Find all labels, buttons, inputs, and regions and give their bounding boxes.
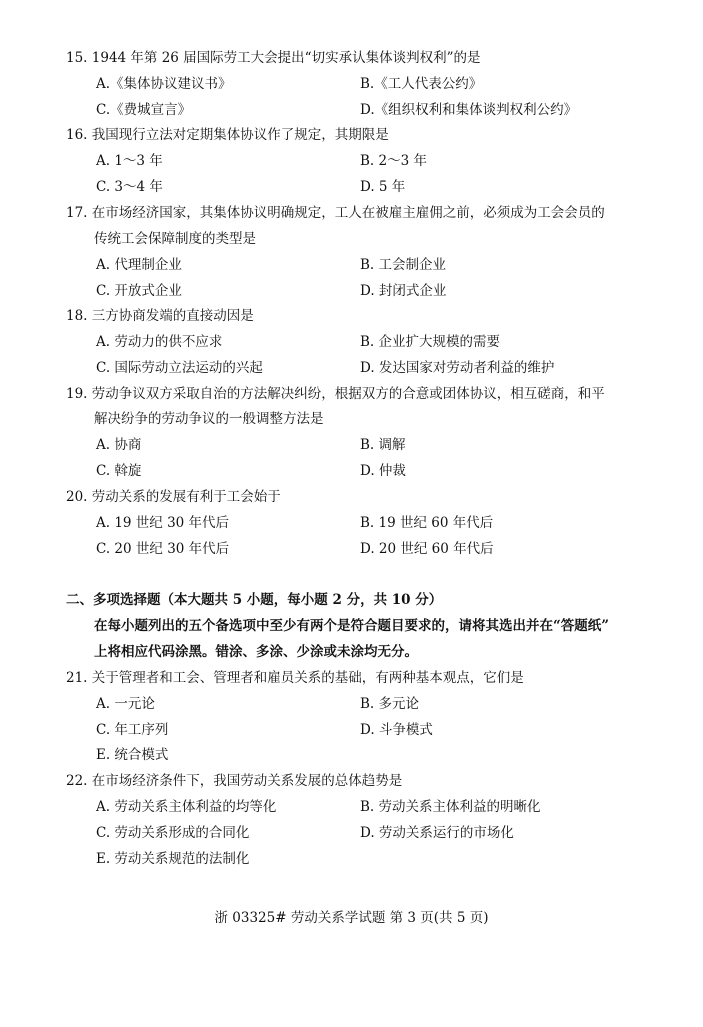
question-22-option-d: D. 劳动关系运行的市场化 xyxy=(360,825,514,841)
question-18-option-d: D. 发达国家对劳动者利益的维护 xyxy=(360,360,555,376)
question-22-option-e: E. 劳动关系规范的法制化 xyxy=(96,851,250,867)
question-16-stem: 16. 我国现行立法对定期集体协议作了规定，其期限是 xyxy=(66,127,389,143)
question-15-option-b: B.《工人代表公约》 xyxy=(360,76,483,92)
question-21-option-e: E. 统合模式 xyxy=(96,747,169,763)
question-21-stem: 21. 关于管理者和工会、管理者和雇员关系的基础，有两种基本观点，它们是 xyxy=(66,670,524,686)
question-21-option-b: B. 多元论 xyxy=(360,696,420,712)
question-15-stem: 15. 1944 年第 26 届国际劳工大会提出“切实承认集体谈判权利”的是 xyxy=(66,50,481,66)
question-17-option-d: D. 封闭式企业 xyxy=(360,283,447,299)
question-19-stem-continued: 解决纷争的劳动争议的一般调整方法是 xyxy=(94,411,324,427)
section-2-instruction-line-2: 上将相应代码涂黑。错涂、多涂、少涂或未涂均无分。 xyxy=(94,644,418,660)
question-20-stem: 20. 劳动关系的发展有利于工会始于 xyxy=(66,489,281,505)
question-18-option-a: A. 劳动力的供不应求 xyxy=(96,334,223,350)
question-18-option-b: B. 企业扩大规模的需要 xyxy=(360,334,501,350)
section-2-heading: 二、多项选择题（本大题共 5 小题，每小题 2 分，共 10 分） xyxy=(66,592,443,608)
question-20-option-c: C. 20 世纪 30 年代后 xyxy=(96,541,230,557)
question-19-option-a: A. 协商 xyxy=(96,437,142,453)
question-18-stem: 18. 三方协商发端的直接动因是 xyxy=(66,308,254,324)
question-22-stem: 22. 在市场经济条件下，我国劳动关系发展的总体趋势是 xyxy=(66,773,403,789)
question-22-option-c: C. 劳动关系形成的合同化 xyxy=(96,825,250,841)
question-16-option-b: B. 2～3 年 xyxy=(360,153,427,169)
question-17-option-c: C. 开放式企业 xyxy=(96,283,182,299)
question-15-option-d: D.《组织权利和集体谈判权利公约》 xyxy=(360,102,578,118)
section-2-instruction-line-1: 在每小题列出的五个备选项中至少有两个是符合题目要求的，请将其选出并在“答题纸” xyxy=(94,618,610,634)
question-16-option-d: D. 5 年 xyxy=(360,179,406,195)
question-19-option-c: C. 斡旋 xyxy=(96,463,142,479)
question-17-option-b: B. 工会制企业 xyxy=(360,257,447,273)
question-20-option-a: A. 19 世纪 30 年代后 xyxy=(96,515,230,531)
question-15-option-c: C.《费城宣言》 xyxy=(96,102,192,118)
question-17-stem: 17. 在市场经济国家，其集体协议明确规定，工人在被雇主雇佣之前，必须成为工会会员的 xyxy=(66,205,605,221)
question-15-option-a: A.《集体协议建议书》 xyxy=(96,76,232,92)
question-21-option-c: C. 年工序列 xyxy=(96,722,169,738)
page-footer: 浙 03325# 劳动关系学试题 第 3 页(共 5 页) xyxy=(214,910,489,926)
question-19-option-d: D. 仲裁 xyxy=(360,463,406,479)
question-22-option-a: A. 劳动关系主体利益的均等化 xyxy=(96,799,277,815)
question-22-option-b: B. 劳动关系主体利益的明晰化 xyxy=(360,799,541,815)
question-16-option-c: C. 3～4 年 xyxy=(96,179,163,195)
question-18-option-c: C. 国际劳动立法运动的兴起 xyxy=(96,360,263,376)
question-21-option-a: A. 一元论 xyxy=(96,696,155,712)
question-17-stem-continued: 传统工会保障制度的类型是 xyxy=(94,231,256,247)
question-21-option-d: D. 斗争模式 xyxy=(360,722,433,738)
question-19-option-b: B. 调解 xyxy=(360,437,406,453)
question-20-option-b: B. 19 世纪 60 年代后 xyxy=(360,515,494,531)
question-17-option-a: A. 代理制企业 xyxy=(96,257,182,273)
question-16-option-a: A. 1～3 年 xyxy=(96,153,163,169)
question-19-stem: 19. 劳动争议双方采取自治的方法解决纠纷，根据双方的合意或团体协议，相互磋商，和平 xyxy=(66,386,605,402)
question-20-option-d: D. 20 世纪 60 年代后 xyxy=(360,541,494,557)
